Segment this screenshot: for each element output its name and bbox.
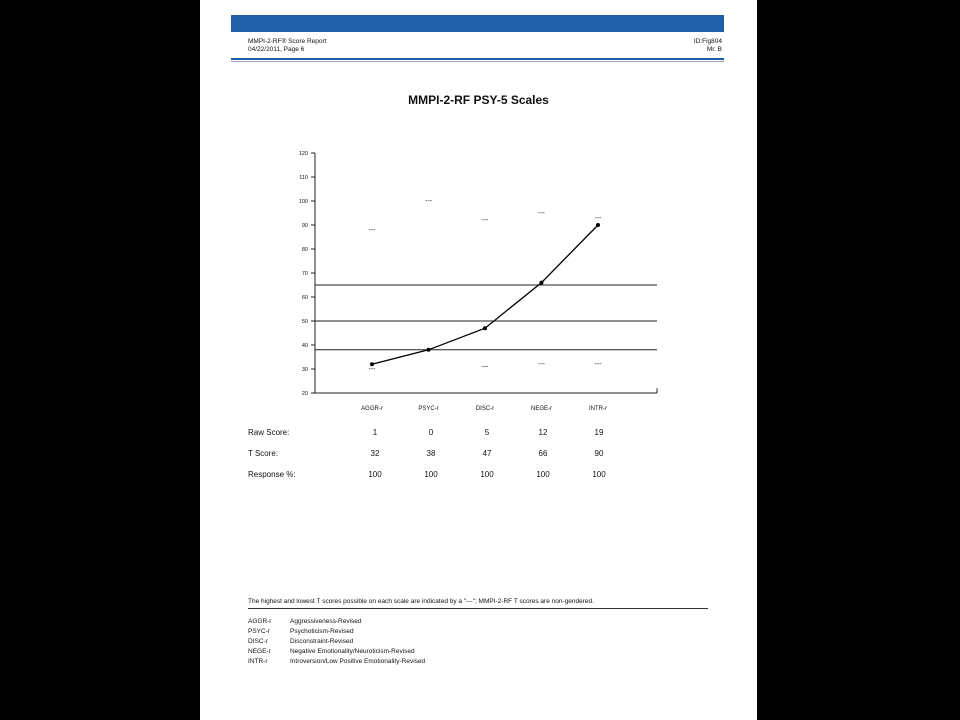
header-date-page: 04/22/2011, Page 6 bbox=[248, 46, 305, 53]
y-tick-label: 80 bbox=[301, 247, 308, 253]
raw-score-cell: 12 bbox=[538, 428, 548, 437]
legend-abbr: DISC-r bbox=[248, 638, 268, 645]
header-patient: Mr. B bbox=[706, 46, 722, 53]
data-point bbox=[483, 326, 487, 330]
y-tick-label: 90 bbox=[301, 223, 308, 229]
y-tick-label: 60 bbox=[301, 295, 308, 301]
legend-desc: Disconstraint-Revised bbox=[290, 638, 354, 645]
raw-score-cell: 0 bbox=[428, 428, 434, 437]
t-score-cell: 66 bbox=[538, 449, 548, 458]
legend-abbr: PSYC-r bbox=[248, 628, 271, 635]
y-tick-label: 70 bbox=[301, 271, 308, 277]
t-score-cell: 90 bbox=[594, 449, 604, 458]
max-possible-marker: --- bbox=[594, 214, 602, 222]
y-tick-label: 20 bbox=[301, 391, 308, 397]
raw-score-cell: 1 bbox=[372, 428, 378, 437]
footnote-rule bbox=[248, 608, 708, 609]
legend-abbr: INTR-r bbox=[248, 658, 268, 665]
max-possible-marker: --- bbox=[425, 198, 432, 205]
min-possible-marker: --- bbox=[368, 366, 376, 373]
min-possible-marker: --- bbox=[594, 361, 602, 369]
y-tick-label: 40 bbox=[301, 343, 308, 349]
legend-row bbox=[248, 617, 425, 627]
response-pct-cell: 100 bbox=[592, 470, 606, 479]
max-possible-marker: --- bbox=[481, 217, 489, 225]
response-pct-cell: 100 bbox=[368, 470, 382, 479]
legend-row bbox=[248, 647, 425, 657]
max-possible-marker: --- bbox=[538, 210, 545, 217]
data-point bbox=[540, 281, 544, 285]
psy5-chart bbox=[200, 0, 757, 420]
t-score-label: T Score: bbox=[248, 449, 279, 458]
legend-abbr: NEGE-r bbox=[248, 648, 271, 655]
t-score-cell: 32 bbox=[370, 449, 380, 458]
raw-score-label: Raw Score: bbox=[248, 428, 290, 437]
min-possible-marker: --- bbox=[481, 363, 489, 371]
response-pct-cell: 100 bbox=[424, 470, 438, 479]
response-pct-label: Response %: bbox=[248, 470, 296, 479]
x-tick-label: AGGR-r bbox=[361, 406, 383, 412]
response-pct-cell: 100 bbox=[536, 470, 550, 479]
legend-row bbox=[248, 637, 425, 647]
legend-desc: Psychoticism-Revised bbox=[290, 628, 354, 635]
y-tick-label: 30 bbox=[301, 367, 308, 373]
scale-legend bbox=[248, 617, 425, 667]
header-id: ID:Fig804 bbox=[693, 38, 722, 45]
response-pct-cell: 100 bbox=[480, 470, 494, 479]
x-tick-label: NEGE-r bbox=[531, 406, 552, 412]
y-tick-label: 50 bbox=[301, 319, 308, 325]
series-line bbox=[372, 225, 598, 364]
x-tick-label: INTR-r bbox=[589, 406, 607, 412]
t-score-cell: 47 bbox=[482, 449, 492, 458]
data-point bbox=[370, 362, 374, 366]
legend-abbr: AGGR-r bbox=[248, 618, 272, 625]
legend-row bbox=[248, 657, 425, 667]
max-possible-marker: --- bbox=[368, 226, 376, 234]
data-point bbox=[596, 223, 600, 227]
y-tick-label: 110 bbox=[299, 175, 308, 181]
x-tick-label: DISC-r bbox=[475, 406, 495, 412]
legend-desc: Negative Emotionality/Neuroticism-Revised bbox=[290, 648, 415, 655]
report-page bbox=[200, 0, 757, 720]
header-report-title: MMPI-2-RF® Score Report bbox=[248, 38, 327, 45]
footnote: The highest and lowest T scores possible on each scale are indicated by a "---"; MMPI-2-RF T scores are non-gendered. bbox=[248, 598, 594, 605]
y-tick-label: 120 bbox=[298, 151, 308, 157]
chart-title: MMPI-2-RF PSY-5 Scales bbox=[408, 93, 549, 107]
data-point bbox=[427, 348, 431, 352]
y-tick-label: 100 bbox=[298, 199, 308, 205]
legend-desc: Aggressiveness-Revised bbox=[290, 618, 362, 625]
min-possible-marker: --- bbox=[538, 361, 545, 369]
x-tick-label: PSYC-r bbox=[418, 406, 439, 412]
t-score-cell: 38 bbox=[426, 449, 436, 458]
raw-score-cell: 19 bbox=[594, 428, 604, 437]
raw-score-cell: 5 bbox=[484, 428, 490, 437]
legend-desc: Introversion/Low Positive Emotionality-Revised bbox=[290, 658, 426, 665]
legend-row bbox=[248, 627, 425, 637]
